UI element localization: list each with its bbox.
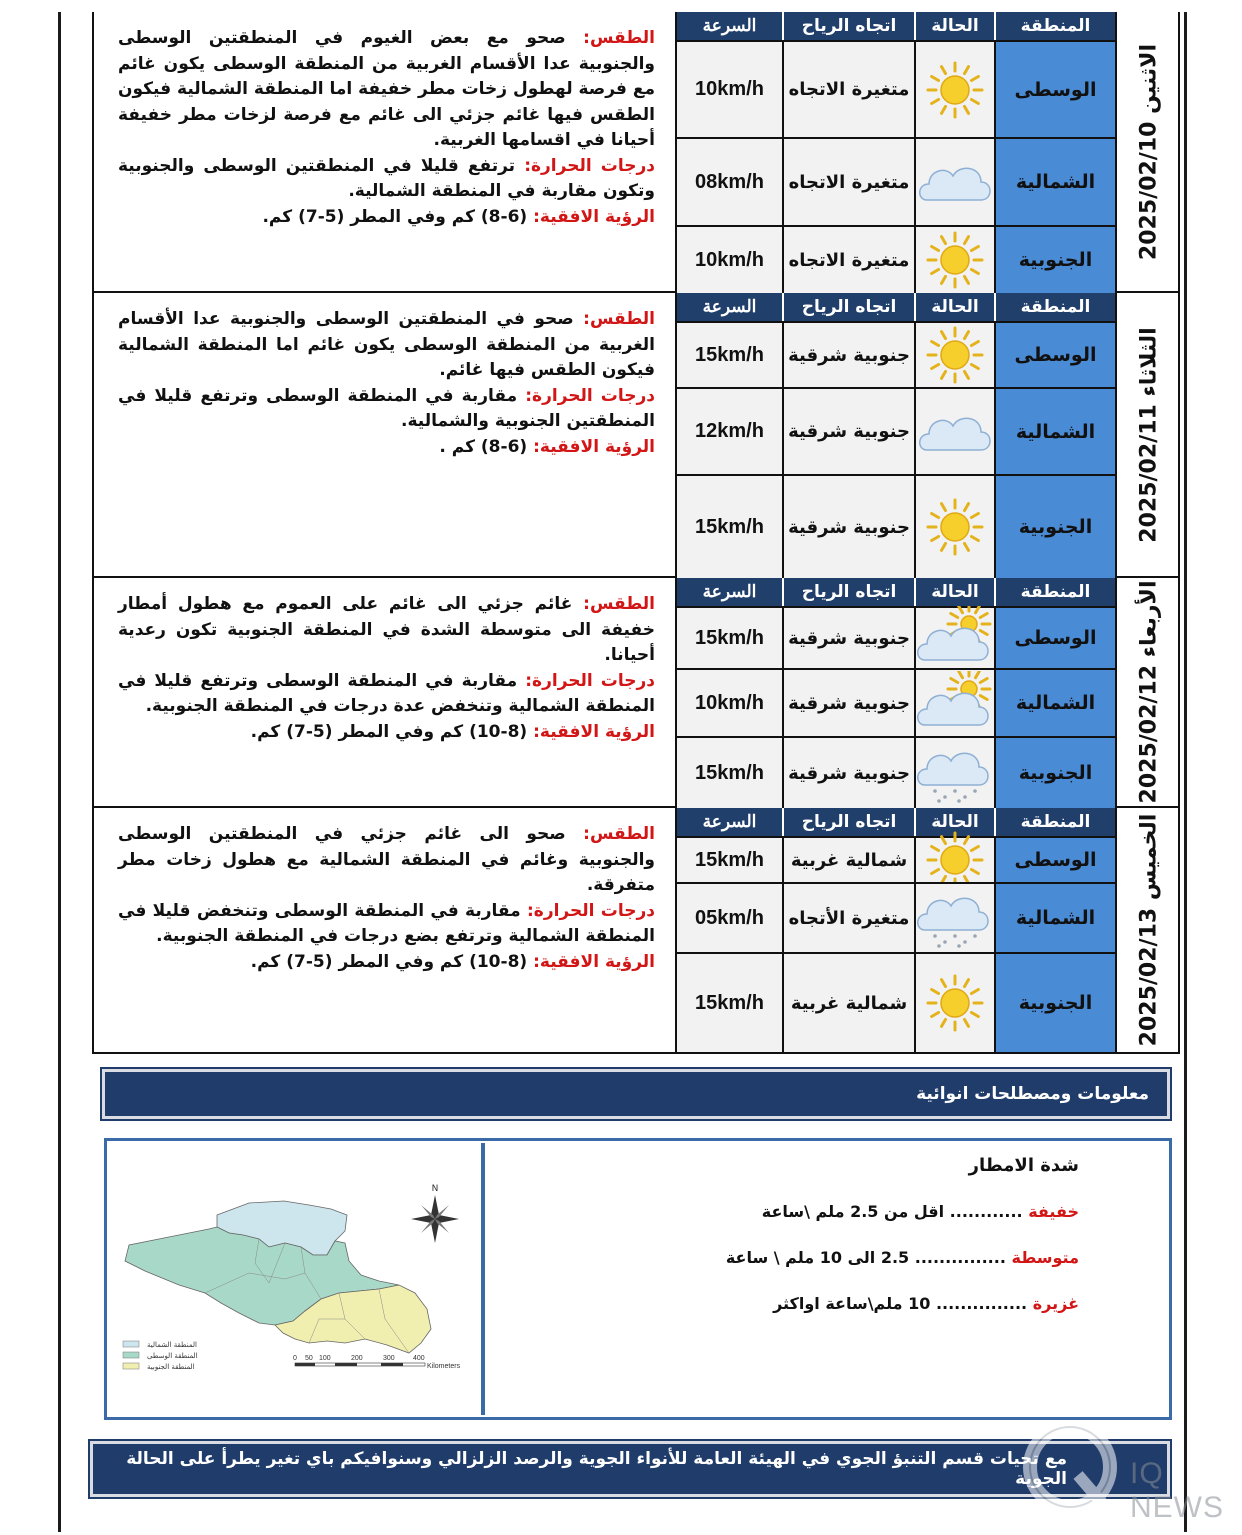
svg-text:N: N bbox=[431, 1184, 439, 1194]
sun-icon bbox=[917, 228, 993, 292]
wind-direction: جنوبية شرقية bbox=[782, 670, 914, 736]
watermark bbox=[1018, 1415, 1238, 1525]
temperature-text: مقاربة في المنطقة الوسطى وترتفع قليلا في المنطقة الشمالية وتنخفض عدة درجات في المنطقة الجنوبية. bbox=[118, 670, 655, 716]
visibility-paragraph bbox=[118, 950, 655, 976]
header-region: المنطقة bbox=[994, 12, 1115, 40]
wind-speed: 10km/h bbox=[677, 42, 782, 137]
temperature-text: ترتفع قليلا في المنطقتين الوسطى والجنوبية وتكون مقاربة في المنطقة الشمالية. bbox=[118, 155, 655, 201]
wind-speed: 15km/h bbox=[677, 738, 782, 808]
svg-text:Kilometers: Kilometers bbox=[427, 1363, 461, 1370]
rain-heavy-value: ............... 10 ملم\ساعة اواكثر bbox=[773, 1294, 1028, 1313]
visibility-label: الرؤية الافقية: bbox=[533, 436, 655, 457]
header-wind: اتجاه الرياح bbox=[782, 12, 914, 40]
cloud-icon bbox=[917, 150, 993, 214]
visibility-text: (6-8) كم وفي المطر (5-7) كم. bbox=[262, 206, 528, 227]
weather-condition bbox=[914, 42, 994, 137]
watermark-logo-icon bbox=[1018, 1415, 1128, 1525]
wind-direction: شمالية غربية bbox=[782, 954, 914, 1052]
weather-label: الطقس: bbox=[583, 28, 656, 48]
sun-icon bbox=[917, 971, 993, 1035]
header-speed: السرعة bbox=[677, 578, 782, 606]
rain-moderate-value: ............... 2.5 الى 10 ملم \ ساعة bbox=[725, 1248, 1006, 1267]
rain-cloud-icon bbox=[917, 741, 993, 805]
table-row bbox=[677, 387, 1115, 474]
footer-text: مع تحيات قسم التنبؤ الجوي في الهيئة العامة للأنواء الجوية والرصد الزلزالي وسنوافيكم باي تغير يطرأ على الحالة الجوية bbox=[126, 1449, 1067, 1489]
svg-text:50: 50 bbox=[305, 1355, 313, 1362]
wind-direction: جنوبية شرقية bbox=[782, 389, 914, 474]
wind-speed: 10km/h bbox=[677, 670, 782, 736]
sun-icon bbox=[917, 323, 993, 387]
rain-heavy-row bbox=[493, 1294, 1079, 1313]
table-header-row bbox=[677, 293, 1115, 321]
table-row bbox=[677, 225, 1115, 293]
rain-light-key: خفيفة bbox=[1028, 1202, 1079, 1221]
visibility-label: الرؤية الافقية: bbox=[533, 951, 655, 972]
temperature-paragraph bbox=[118, 154, 655, 205]
day-date: الأربعاء 2025/02/12 bbox=[1136, 580, 1161, 804]
day-date: الاثنين 2025/02/10 bbox=[1136, 43, 1161, 260]
weather-condition bbox=[914, 389, 994, 474]
temperature-text: مقاربة في المنطقة الوسطى وترتفع قليلا في المنطقتين الجنوبية والشمالية. bbox=[118, 385, 655, 431]
weather-condition bbox=[914, 608, 994, 668]
visibility-text: (6-8) كم . bbox=[439, 436, 528, 457]
visibility-paragraph bbox=[118, 205, 655, 231]
day-date: الثلاثاء 2025/02/11 bbox=[1136, 326, 1161, 543]
header-region: المنطقة bbox=[994, 578, 1115, 606]
weather-text: صحو الى غائم جزئي في المنطقتين الوسطى والجنوبية وغائم في المنطقة الشمالية مع هطول زخات مطر متفرقة. bbox=[118, 824, 655, 895]
header-wind: اتجاه الرياح bbox=[782, 578, 914, 606]
info-panel bbox=[104, 1138, 1172, 1420]
rain-light-value: ............ اقل من 2.5 ملم \ساعة bbox=[761, 1202, 1023, 1221]
table-row bbox=[677, 882, 1115, 952]
weather-condition bbox=[914, 227, 994, 293]
table-row bbox=[677, 321, 1115, 387]
temperature-paragraph bbox=[118, 384, 655, 435]
rain-cloud-icon bbox=[917, 886, 993, 950]
day-description bbox=[94, 578, 677, 806]
day-description bbox=[94, 293, 677, 576]
svg-text:300: 300 bbox=[383, 1355, 395, 1362]
weather-condition bbox=[914, 670, 994, 736]
header-condition: الحالة bbox=[914, 808, 994, 836]
header-region: المنطقة bbox=[994, 808, 1115, 836]
region-name: الجنوبية bbox=[994, 954, 1115, 1052]
svg-text:المنطقة الوسطى: المنطقة الوسطى bbox=[147, 1352, 198, 1360]
wind-speed: 15km/h bbox=[677, 476, 782, 578]
table-row bbox=[677, 836, 1115, 882]
header-speed: السرعة bbox=[677, 808, 782, 836]
day-block bbox=[92, 293, 1180, 578]
watermark-text: IQ NEWS bbox=[1130, 1457, 1224, 1524]
table-header-row bbox=[677, 578, 1115, 606]
region-name: الشمالية bbox=[994, 139, 1115, 225]
rain-light-row bbox=[493, 1202, 1079, 1221]
weather-paragraph bbox=[118, 822, 655, 899]
region-name: الشمالية bbox=[994, 884, 1115, 952]
weather-condition bbox=[914, 954, 994, 1052]
day-description bbox=[94, 808, 677, 1052]
table-row bbox=[677, 137, 1115, 225]
rain-moderate-row bbox=[493, 1248, 1079, 1267]
table-row bbox=[677, 474, 1115, 578]
region-name: الجنوبية bbox=[994, 227, 1115, 293]
map-scale-bar bbox=[293, 1355, 461, 1370]
page-frame-right bbox=[1184, 12, 1187, 1532]
svg-text:المنطقة الشمالية: المنطقة الشمالية bbox=[147, 1341, 197, 1349]
table-row bbox=[677, 606, 1115, 668]
rain-intensity-title: شدة الامطار bbox=[968, 1155, 1079, 1176]
header-region: المنطقة bbox=[994, 293, 1115, 321]
wind-direction: جنوبية شرقية bbox=[782, 323, 914, 387]
temperature-paragraph bbox=[118, 669, 655, 720]
weather-text: غائم جزئي الى غائم على العموم مع هطول أمطار خفيفة الى متوسطة الشدة في المنطقة الجنوبية تكون رعدية أحيانا. bbox=[118, 594, 655, 665]
region-name: الوسطى bbox=[994, 42, 1115, 137]
wind-speed: 05km/h bbox=[677, 884, 782, 952]
visibility-label: الرؤية الافقية: bbox=[533, 206, 655, 227]
glossary-title: معلومات ومصطلحات انوائية bbox=[916, 1084, 1149, 1104]
temperature-label: درجات الحرارة: bbox=[525, 670, 656, 691]
weather-paragraph bbox=[118, 26, 655, 154]
rain-intensity-panel bbox=[493, 1141, 1169, 1417]
forecast-table bbox=[92, 12, 1180, 1054]
compass-icon bbox=[411, 1184, 459, 1243]
day-date-column bbox=[1115, 578, 1180, 806]
weather-label: الطقس: bbox=[583, 594, 655, 614]
header-speed: السرعة bbox=[677, 293, 782, 321]
wind-direction: متغيرة الاتجاه bbox=[782, 139, 914, 225]
weather-condition bbox=[914, 838, 994, 882]
header-condition: الحالة bbox=[914, 293, 994, 321]
wind-direction: متغيرة الاتجاه bbox=[782, 227, 914, 293]
cloud-icon bbox=[917, 400, 993, 464]
wind-direction: متغيرة الأتجاه bbox=[782, 884, 914, 952]
weather-text: صحو مع بعض الغيوم في المنطقتين الوسطى والجنوبية عدا الأقسام الغربية من المنطقة الوسطى يكون غائم مع فرصة لهطول زخات مطر خفيفة اما المنطقة الشمالية فيكون الطقس فيها غائم جزئي الى غائم مع فرصة لزخات مطر خفيفة أحيانا في اقسامها الغربية. bbox=[118, 28, 655, 150]
table-row bbox=[677, 668, 1115, 736]
region-name: الوسطى bbox=[994, 838, 1115, 882]
table-row bbox=[677, 952, 1115, 1052]
visibility-text: (8-10) كم وفي المطر (5-7) كم. bbox=[250, 721, 528, 742]
rain-moderate-key: متوسطة bbox=[1011, 1248, 1079, 1267]
weather-label: الطقس: bbox=[583, 824, 656, 844]
day-date-column bbox=[1115, 808, 1180, 1052]
table-row bbox=[677, 40, 1115, 137]
rain-heavy-key: غزيرة bbox=[1032, 1294, 1079, 1313]
wind-speed: 15km/h bbox=[677, 323, 782, 387]
region-name: الجنوبية bbox=[994, 476, 1115, 578]
region-map bbox=[109, 1143, 485, 1415]
partly-cloudy-icon bbox=[917, 671, 993, 735]
day-block bbox=[92, 12, 1180, 293]
day-date-column bbox=[1115, 12, 1180, 291]
wind-speed: 15km/h bbox=[677, 838, 782, 882]
day-description bbox=[94, 12, 677, 291]
svg-text:400: 400 bbox=[413, 1355, 425, 1362]
weather-label: الطقس: bbox=[583, 309, 655, 329]
day-date: الخميس 2025/02/13 bbox=[1136, 813, 1161, 1047]
wind-direction: جنوبية شرقية bbox=[782, 476, 914, 578]
weather-condition bbox=[914, 323, 994, 387]
wind-speed: 12km/h bbox=[677, 389, 782, 474]
temperature-label: درجات الحرارة: bbox=[525, 385, 656, 406]
temperature-label: درجات الحرارة: bbox=[524, 155, 656, 176]
region-name: الوسطى bbox=[994, 608, 1115, 668]
svg-text:المنطقة الجنوبية: المنطقة الجنوبية bbox=[147, 1363, 195, 1371]
visibility-text: (8-10) كم وفي المطر (5-7) كم. bbox=[250, 951, 528, 972]
weather-paragraph bbox=[118, 307, 655, 384]
weather-condition bbox=[914, 738, 994, 808]
sun-icon bbox=[917, 58, 993, 122]
region-name: الوسطى bbox=[994, 323, 1115, 387]
weather-paragraph bbox=[118, 592, 655, 669]
weather-condition bbox=[914, 476, 994, 578]
wind-speed: 08km/h bbox=[677, 139, 782, 225]
wind-direction: متغيرة الاتجاه bbox=[782, 42, 914, 137]
glossary-bar bbox=[102, 1069, 1170, 1119]
header-wind: اتجاه الرياح bbox=[782, 808, 914, 836]
day-date-column bbox=[1115, 293, 1180, 576]
wind-direction: جنوبية شرقية bbox=[782, 608, 914, 668]
header-speed: السرعة bbox=[677, 12, 782, 40]
wind-speed: 10km/h bbox=[677, 227, 782, 293]
region-name: الشمالية bbox=[994, 389, 1115, 474]
visibility-label: الرؤية الافقية: bbox=[533, 721, 655, 742]
wind-speed: 15km/h bbox=[677, 608, 782, 668]
weather-text: صحو في المنطقتين الوسطى والجنوبية عدا الأقسام الغربية من المنطقة الوسطى يكون غائم اما المنطقة الشمالية فيكون الطقس فيها غائم. bbox=[118, 309, 655, 380]
wind-direction: جنوبية شرقية bbox=[782, 738, 914, 808]
table-header-row bbox=[677, 12, 1115, 40]
day-block bbox=[92, 578, 1180, 808]
partly-cloudy-icon bbox=[917, 606, 993, 670]
table-row bbox=[677, 736, 1115, 808]
visibility-paragraph bbox=[118, 435, 655, 461]
table-header-row bbox=[677, 808, 1115, 836]
map-legend bbox=[123, 1341, 198, 1371]
temperature-label: درجات الحرارة: bbox=[526, 900, 656, 921]
region-name: الشمالية bbox=[994, 670, 1115, 736]
svg-text:100: 100 bbox=[319, 1355, 331, 1362]
header-wind: اتجاه الرياح bbox=[782, 293, 914, 321]
svg-text:200: 200 bbox=[351, 1355, 363, 1362]
temperature-paragraph bbox=[118, 899, 655, 950]
visibility-paragraph bbox=[118, 720, 655, 746]
svg-text:0: 0 bbox=[293, 1355, 297, 1362]
header-condition: الحالة bbox=[914, 12, 994, 40]
region-name: الجنوبية bbox=[994, 738, 1115, 808]
wind-direction: شمالية غربية bbox=[782, 838, 914, 882]
sun-icon bbox=[917, 495, 993, 559]
weather-condition bbox=[914, 884, 994, 952]
header-condition: الحالة bbox=[914, 578, 994, 606]
footer-bar bbox=[90, 1441, 1170, 1497]
wind-speed: 15km/h bbox=[677, 954, 782, 1052]
weather-condition bbox=[914, 139, 994, 225]
page-frame-left bbox=[58, 12, 61, 1532]
day-block bbox=[92, 808, 1180, 1054]
temperature-text: مقاربة في المنطقة الوسطى وتنخفض قليلا في المنطقة الشمالية وترتفع بضع درجات في المنطقة الجنوبية. bbox=[118, 900, 655, 946]
